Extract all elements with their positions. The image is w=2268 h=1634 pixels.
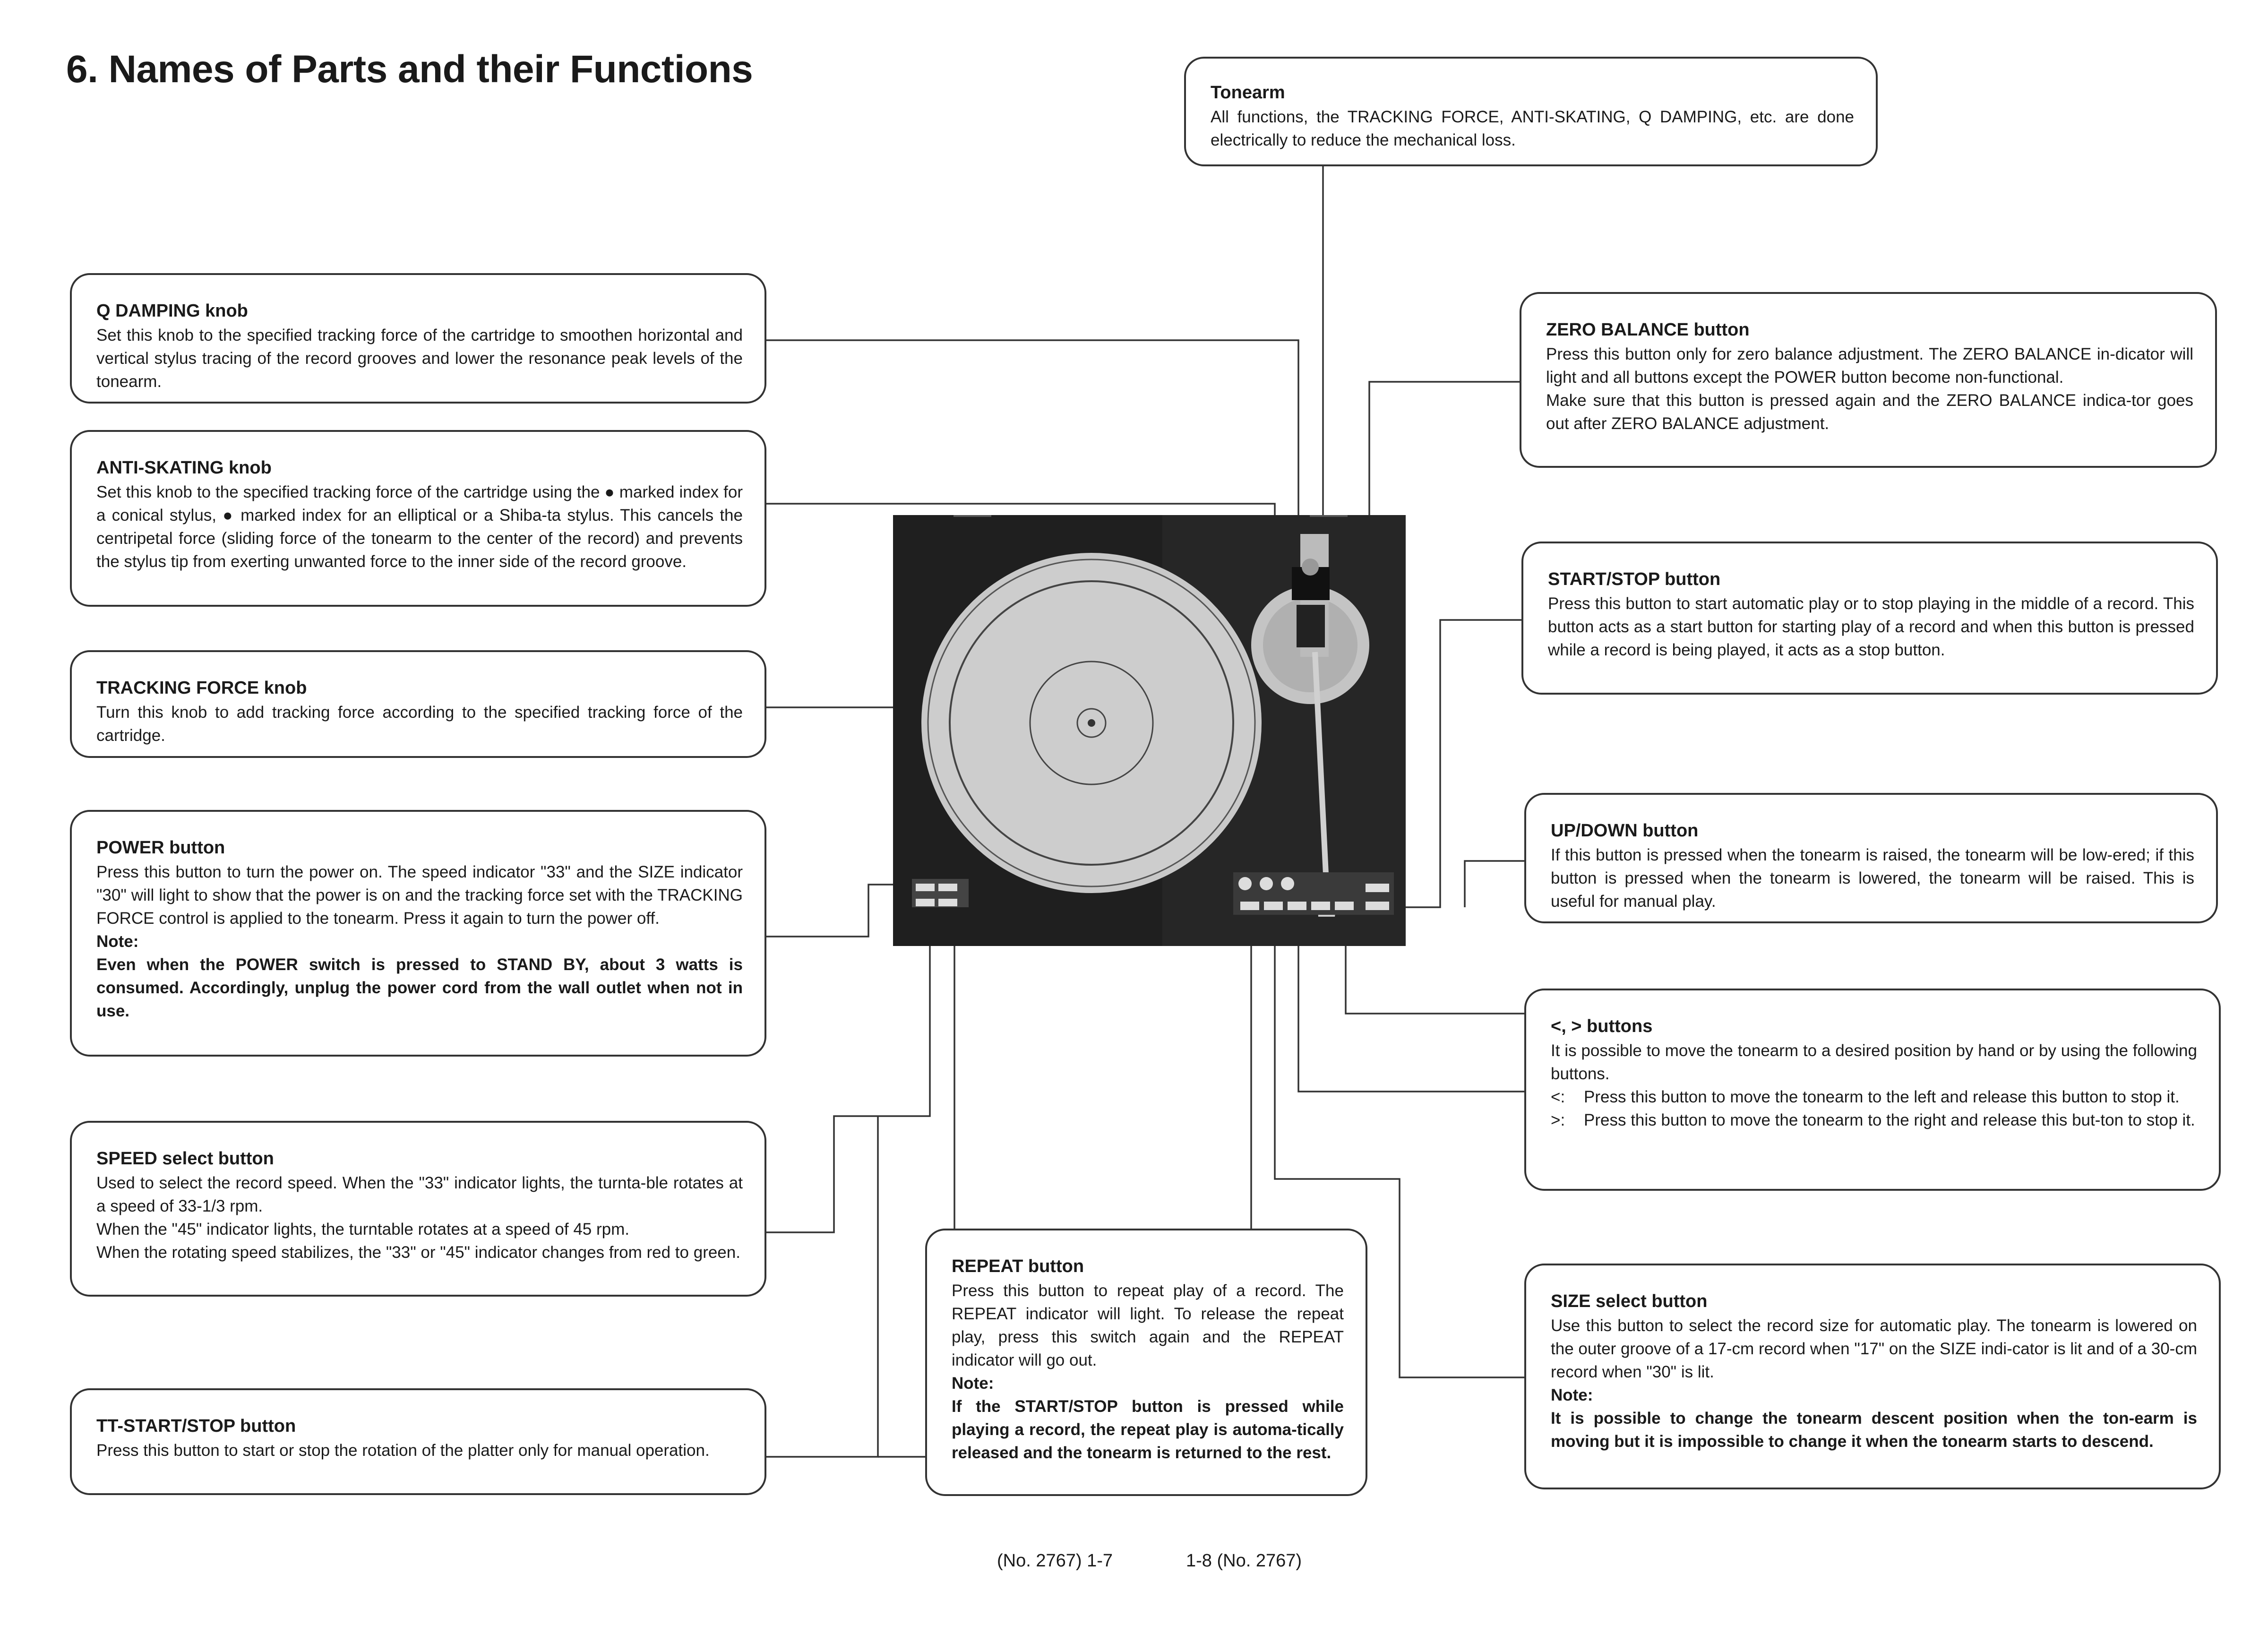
start-stop-body: Press this button to start automatic play or to stop playing in the middle of a record. This button acts as a start button for starting play of a record and when this button is pressed while a record is being played, it acts as a stop button.: [1548, 594, 2194, 659]
up-down-body: If this button is pressed when the tonearm is raised, the tonearm will be low-ered; if this button is pressed when the tonearm is lowered, the tonearm will be raised. This is useful for manual play.: [1551, 846, 2194, 911]
footer-right-page-number: 1-8 (No. 2767): [1186, 1551, 1302, 1571]
tt-start-stop-title: TT-START/STOP button: [96, 1416, 296, 1436]
power-note-label: Note:: [96, 932, 139, 951]
repeat-body: Press this button to repeat play of a record. The REPEAT indicator will light. To release the repeat play, press this switch again and the REPEAT indicator will go out.: [952, 1281, 1344, 1369]
q-damping-box: [70, 273, 766, 404]
tonearm-title: Tonearm: [1211, 83, 1285, 103]
tt-start-stop-body: Press this button to start or stop the rotation of the platter only for manual operation.: [96, 1441, 710, 1460]
arrow-right-text: Press this button to move the tonearm to the right and release this but-ton to stop it.: [1584, 1111, 2195, 1129]
start-stop-box: [1521, 542, 2218, 695]
tracking-force-title: TRACKING FORCE knob: [96, 678, 307, 698]
q-damping-title: Q DAMPING knob: [96, 301, 248, 321]
arrow-left-item: [1551, 1085, 2197, 1109]
tt-start-stop-box: [70, 1388, 766, 1495]
size-box: [1524, 1264, 2221, 1489]
power-box: [70, 810, 766, 1057]
tonearm-box: [1184, 57, 1878, 166]
zero-balance-body: Press this button only for zero balance adjustment. The ZERO BALANCE in-dicator will light and all buttons except the POWER button become non-functional.: [1546, 345, 2193, 387]
anti-skating-box: [70, 430, 766, 607]
speed-body: Used to select the record speed. When the "33" indicator lights, the turnta-ble rotates at a speed of 33-1/3 rpm.: [96, 1174, 743, 1215]
repeat-note: If the START/STOP button is pressed while playing a record, the repeat play is automa-tically released and the tonearm is returned to the rest.: [952, 1397, 1344, 1462]
speed-body-3: When the rotating speed stabilizes, the "33" or "45" indicator changes from red to green.: [96, 1243, 740, 1262]
speed-body-2: When the "45" indicator lights, the turntable rotates at a speed of 45 rpm.: [96, 1220, 629, 1238]
page-title: 6. Names of Parts and their Functions: [66, 48, 753, 91]
power-body: Press this button to turn the power on. The speed indicator "33" and the SIZE indicator "30" will light to show that the power is on and the tracking force set with the TRACKING FORCE control is applied to the tonearm. Press it again to turn the power off.: [96, 863, 743, 928]
tracking-force-box: [70, 650, 766, 758]
zero-balance-box: [1520, 292, 2217, 468]
footer-left-page-number: (No. 2767) 1-7: [997, 1551, 1113, 1571]
leader-up-down: [1465, 861, 1527, 907]
size-body: Use this button to select the record size for automatic play. The tonearm is lowered on the outer groove of a 17-cm record when "17" on the SIZE indi-cator is lit and of a 30-cm record when "30" is lit.: [1551, 1316, 2197, 1381]
leader-start-stop: [1394, 620, 1527, 907]
leader-tt-start-stop: [766, 1116, 878, 1457]
arrow-buttons-title: <, > buttons: [1551, 1016, 1653, 1036]
arrow-right-item: [1551, 1109, 2197, 1132]
size-note: It is possible to change the tonearm descent position when the ton-earm is moving but it is impossible to change it when the tonearm starts to descend.: [1551, 1409, 2197, 1451]
power-note: Even when the POWER switch is pressed to STAND BY, about 3 watts is consumed. Accordingly, unplug the power cord from the wall outlet when not in use.: [96, 955, 743, 1020]
anti-skating-body: Set this knob to the specified tracking force of the cartridge using the ● marked index for a conical stylus, ● marked index for an elliptical or a Shiba-ta stylus. This cancels the centripetal force (sliding force of the tonearm to the center of the record) and prevents the stylus tip from exerting unwanted force to the inner side of the record groove.: [96, 483, 743, 571]
size-note-label: Note:: [1551, 1386, 1593, 1404]
up-down-title: UP/DOWN button: [1551, 821, 1699, 841]
speed-title: SPEED select button: [96, 1149, 274, 1169]
repeat-title: REPEAT button: [952, 1256, 1084, 1276]
up-down-box: [1524, 793, 2218, 923]
zero-balance-title: ZERO BALANCE button: [1546, 320, 1750, 340]
arrow-left-symbol: <:: [1551, 1088, 1565, 1106]
arrow-left-text: Press this button to move the tonearm to the left and release this button to stop it.: [1584, 1088, 2180, 1106]
tracking-force-body: Turn this knob to add tracking force according to the specified tracking force of the cartridge.: [96, 703, 743, 745]
repeat-box: [925, 1229, 1367, 1496]
start-stop-title: START/STOP button: [1548, 569, 1721, 589]
speed-box: [70, 1121, 766, 1297]
zero-balance-body-2: Make sure that this button is pressed again and the ZERO BALANCE indica-tor goes out after ZERO BALANCE adjustment.: [1546, 391, 2193, 433]
repeat-note-label: Note:: [952, 1374, 994, 1393]
turntable-illustration: [893, 515, 1406, 946]
power-title: POWER button: [96, 838, 225, 858]
anti-skating-title: ANTI-SKATING knob: [96, 458, 272, 478]
leader-power: [766, 885, 914, 937]
arrow-buttons-body: It is possible to move the tonearm to a desired position by hand or by using the following buttons.: [1551, 1041, 2197, 1083]
arrow-buttons-box: [1524, 989, 2221, 1191]
leader-speed: [766, 908, 930, 1232]
arrow-right-symbol: >:: [1551, 1111, 1565, 1129]
size-title: SIZE select button: [1551, 1291, 1708, 1311]
tonearm-body: All functions, the TRACKING FORCE, ANTI-SKATING, Q DAMPING, etc. are done electrically to reduce the mechanical loss.: [1211, 108, 1854, 149]
q-damping-body: Set this knob to the specified tracking force of the cartridge to smoothen horizontal and vertical stylus tracing of the record grooves and lower the resonance peak levels of the tonearm.: [96, 326, 743, 391]
